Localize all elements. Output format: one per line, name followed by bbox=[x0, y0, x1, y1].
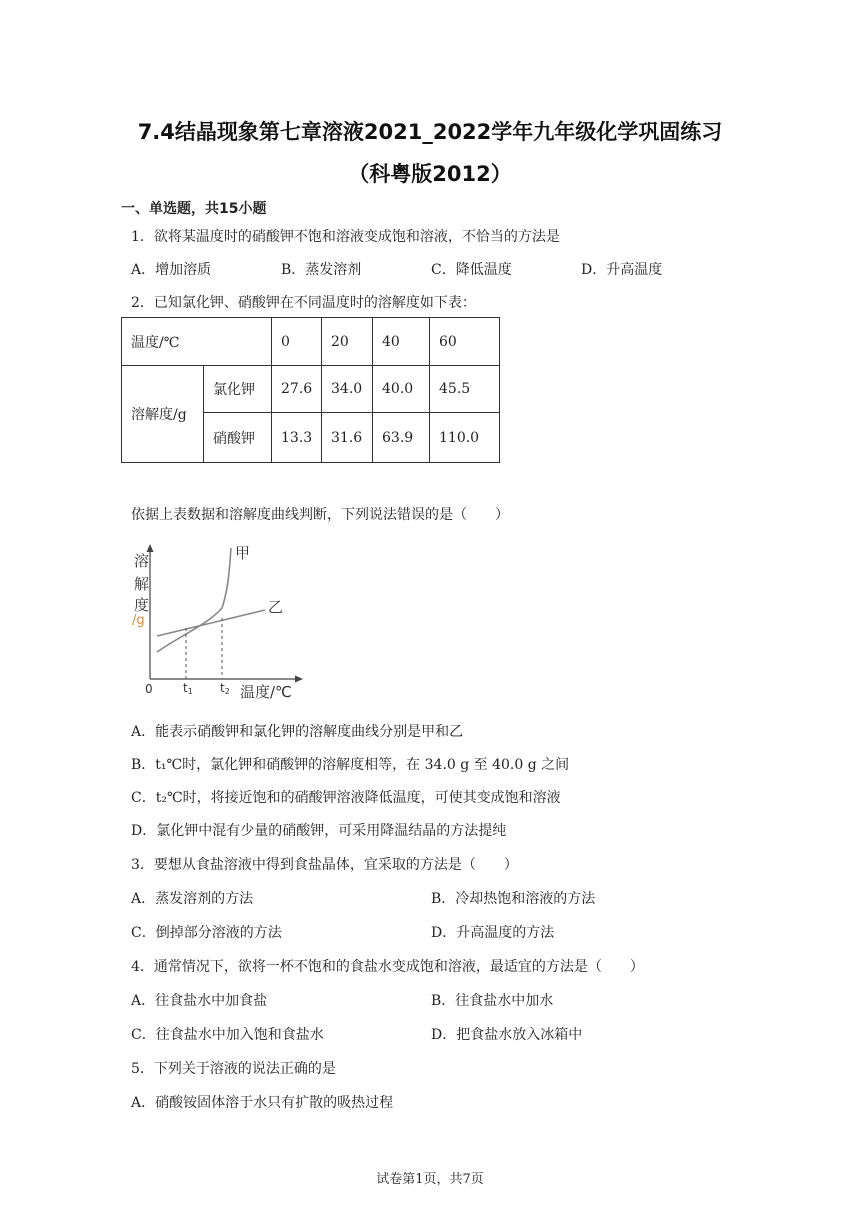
table-temp-1: 20 bbox=[322, 318, 373, 366]
table-temp-3: 60 bbox=[430, 318, 500, 366]
t1-label: t1 bbox=[183, 681, 193, 696]
y-axis-arrow bbox=[147, 544, 154, 552]
t2-label: t2 bbox=[220, 681, 230, 696]
q1-option-c: C．降低温度 bbox=[431, 262, 512, 278]
x-axis-arrow bbox=[295, 676, 303, 683]
q4-option-d: D．把食盐水放入冰箱中 bbox=[431, 1027, 583, 1043]
y-label-char-3: 度 bbox=[134, 596, 150, 614]
solubility-table bbox=[121, 317, 500, 463]
table-header-temp: 温度/℃ bbox=[122, 318, 272, 366]
q1-option-b: B．蒸发溶剂 bbox=[281, 262, 362, 278]
q3-option-a: A．蒸发溶剂的方法 bbox=[131, 891, 254, 907]
curve-jia bbox=[157, 548, 231, 652]
q3-option-c: C．倒掉部分溶液的方法 bbox=[131, 925, 282, 941]
page-subtitle: （科粤版2012） bbox=[348, 162, 512, 186]
x-axis-label: 温度/℃ bbox=[240, 683, 292, 701]
table-cell: 110.0 bbox=[430, 413, 500, 463]
origin-label: 0 bbox=[145, 682, 153, 696]
table-header-solubility: 溶解度/g bbox=[122, 366, 204, 463]
q2-option-a: A．能表示硝酸钾和氯化钾的溶解度曲线分别是甲和乙 bbox=[131, 724, 464, 740]
y-label-char-1: 溶 bbox=[134, 552, 150, 570]
table-cell: 45.5 bbox=[430, 366, 500, 413]
q4-stem: 4．通常情况下，欲将一杯不饱和的食盐水变成饱和溶液，最适宜的方法是（ ） bbox=[131, 959, 644, 975]
q1-stem: 1．欲将某温度时的硝酸钾不饱和溶液变成饱和溶液，不恰当的方法是 bbox=[131, 229, 560, 245]
table-cell: 13.3 bbox=[272, 413, 322, 463]
q5-option-a: A．硝酸铵固体溶于水只有扩散的吸热过程 bbox=[131, 1095, 394, 1111]
q2-option-c: C．t₂℃时，将接近饱和的硝酸钾溶液降低温度，可使其变成饱和溶液 bbox=[131, 790, 561, 806]
table-temp-0: 0 bbox=[272, 318, 322, 366]
solubility-curve-graph bbox=[125, 538, 315, 703]
y-label-unit: /g bbox=[132, 613, 145, 628]
page-footer: 试卷第1页，共7页 bbox=[376, 1172, 484, 1187]
q2-option-d: D．氯化钾中混有少量的硝酸钾，可采用降温结晶的方法提纯 bbox=[131, 823, 507, 839]
q3-stem: 3．要想从食盐溶液中得到食盐晶体，宜采取的方法是（ ） bbox=[131, 857, 518, 873]
table-cell: 27.6 bbox=[272, 366, 322, 413]
q1-option-d: D．升高温度 bbox=[581, 262, 663, 278]
q3-option-d: D．升高温度的方法 bbox=[431, 925, 555, 941]
q2-stem: 2．已知氯化钾、硝酸钾在不同温度时的溶解度如下表： bbox=[131, 295, 476, 311]
q4-option-a: A．往食盐水中加食盐 bbox=[131, 993, 268, 1009]
curve-yi-label: 乙 bbox=[268, 598, 284, 616]
table-cell: 31.6 bbox=[322, 413, 373, 463]
q2-option-b: B．t₁℃时，氯化钾和硝酸钾的溶解度相等，在 34.0 g 至 40.0 g 之间 bbox=[131, 757, 570, 773]
curve-yi bbox=[157, 610, 265, 636]
table-row-name: 氯化钾 bbox=[204, 366, 272, 413]
page-title: 7.4结晶现象第七章溶液2021_2022学年九年级化学巩固练习 bbox=[137, 120, 723, 144]
section-heading: 一、单选题，共15小题 bbox=[121, 201, 267, 217]
q4-option-b: B．往食盐水中加水 bbox=[431, 993, 554, 1009]
q5-stem: 5．下列关于溶液的说法正确的是 bbox=[131, 1061, 336, 1077]
q1-option-a: A．增加溶质 bbox=[131, 262, 212, 278]
q2-question: 依据上表数据和溶解度曲线判断，下列说法错误的是（ ） bbox=[131, 507, 509, 523]
table-row-name: 硝酸钾 bbox=[204, 413, 272, 463]
curve-jia-label: 甲 bbox=[235, 544, 251, 562]
q3-option-b: B．冷却热饱和溶液的方法 bbox=[431, 891, 596, 907]
table-temp-2: 40 bbox=[373, 318, 430, 366]
q4-option-c: C．往食盐水中加入饱和食盐水 bbox=[131, 1027, 324, 1043]
table-cell: 34.0 bbox=[322, 366, 373, 413]
table-cell: 40.0 bbox=[373, 366, 430, 413]
table-cell: 63.9 bbox=[373, 413, 430, 463]
y-label-char-2: 解 bbox=[134, 575, 150, 593]
